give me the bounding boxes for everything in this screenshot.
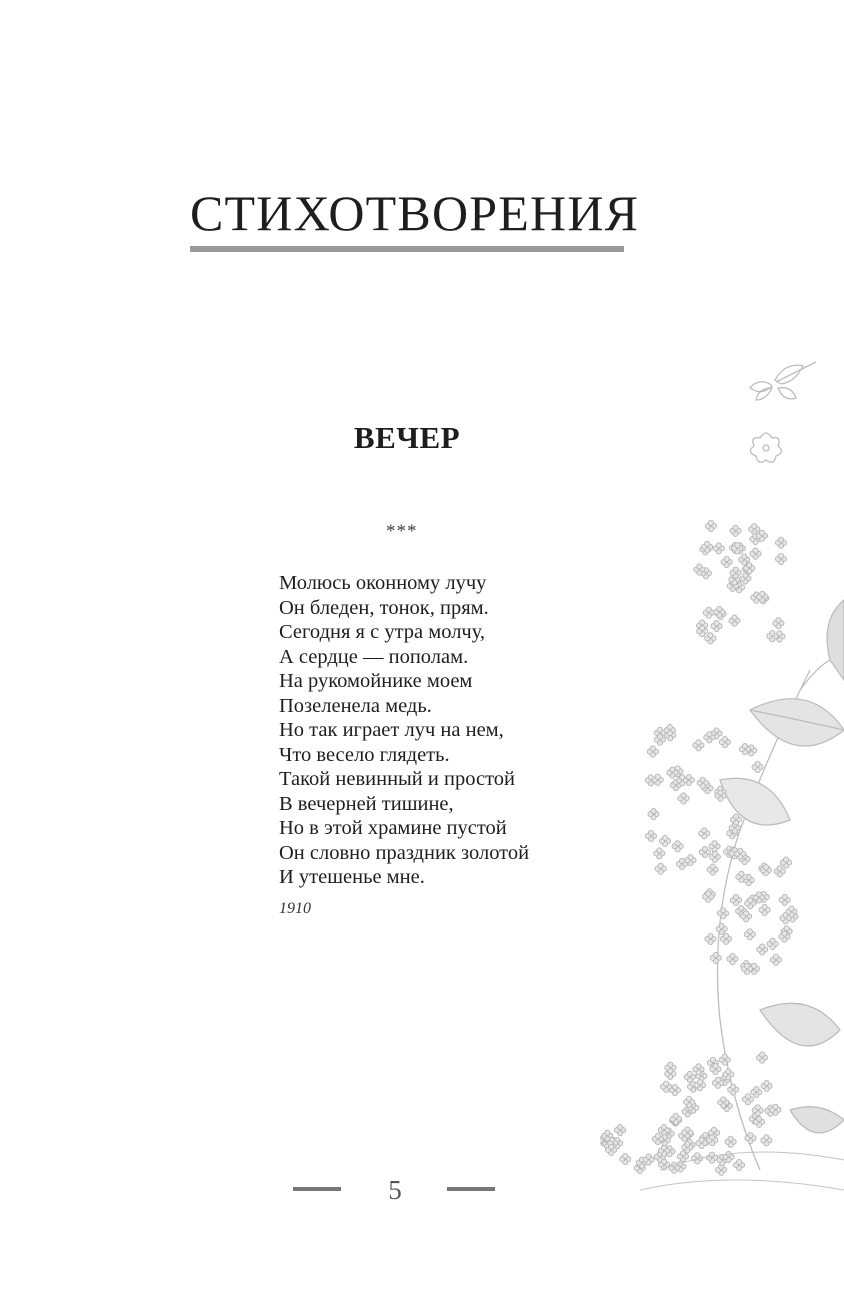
poem-line: Что весело глядеть. — [279, 743, 450, 766]
lilac-floret-icon — [729, 615, 740, 626]
lilac-floret-icon — [705, 933, 716, 944]
lilac-floret-icon — [750, 548, 761, 559]
lilac-floret-icon — [779, 894, 790, 905]
lilac-floret-icon — [648, 809, 659, 820]
lilac-floret-icon — [655, 863, 666, 874]
lilac-floret-icon — [654, 848, 665, 859]
lilac-floret-icon — [728, 1084, 739, 1095]
poem-line: Позеленела медь. — [279, 694, 432, 717]
poem-line: Он словно праздник золотой — [279, 841, 530, 864]
lilac-floret-icon — [767, 938, 778, 949]
lilac-floret-icon — [647, 746, 658, 757]
lilac-floret-icon — [727, 953, 738, 964]
lilac-floret-icon — [711, 621, 722, 632]
lilac-floret-icon — [713, 543, 724, 554]
lilac-floret-icon — [703, 607, 714, 618]
lilac-floret-icon — [775, 537, 786, 548]
lilac-floret-icon — [709, 851, 720, 862]
lilac-floret-icon — [620, 1154, 631, 1165]
lilac-floret-icon — [707, 864, 718, 875]
lilac-floret-icon — [770, 954, 781, 965]
page-number-rule-left — [293, 1187, 341, 1191]
lilac-floret-icon — [775, 553, 786, 564]
poem-line: Такой невинный и простой — [279, 768, 515, 790]
lilac-floret-icon — [744, 929, 755, 940]
lilac-floret-icon — [742, 1094, 753, 1105]
poem-text — [279, 571, 529, 890]
lilac-floret-icon — [752, 761, 763, 772]
lilac-floret-icon — [706, 1152, 717, 1163]
lilac-floret-icon — [734, 1159, 745, 1170]
lilac-floret-icon — [757, 1052, 768, 1063]
poem-year: 1910 — [279, 900, 311, 917]
lilac-floret-icon — [699, 847, 710, 858]
poem-line: Но в этой храмине пустой — [279, 817, 507, 839]
lilac-floret-icon — [761, 1080, 772, 1091]
lilac-floret-icon — [645, 830, 656, 841]
lilac-floret-icon — [693, 740, 704, 751]
lilac-floret-icon — [757, 944, 768, 955]
lilac-floret-icon — [761, 1135, 772, 1146]
lilac-floret-icon — [709, 841, 720, 852]
lilac-floret-icon — [773, 618, 784, 629]
lilac-floret-icon — [721, 556, 732, 567]
poem-line: На рукомойнике моем — [279, 670, 473, 692]
lilac-floret-icon — [717, 908, 728, 919]
section-title-underline — [190, 246, 624, 252]
section-title: СТИХОТВОРЕНИЯ — [190, 185, 640, 241]
lilac-floret-icon — [767, 631, 778, 642]
lilac-floret-icon — [678, 793, 689, 804]
lilac-floret-icon — [730, 895, 741, 906]
poem-line: Молюсь оконному лучу — [279, 572, 487, 594]
lilac-floret-icon — [751, 1087, 762, 1098]
lilac-floret-icon — [705, 520, 716, 531]
lilac-branch-illustration-icon — [600, 350, 844, 1250]
poem-line: Сегодня я с утра молчу, — [279, 621, 486, 643]
lilac-floret-icon — [659, 835, 670, 846]
lilac-floret-icon — [672, 841, 683, 852]
poem-line: Он бледен, тонок, прям. — [279, 596, 489, 619]
lilac-floret-icon — [710, 952, 721, 963]
lilac-floret-icon — [719, 1054, 730, 1065]
lilac-floret-icon — [615, 1125, 626, 1136]
poem-line: А сердце — пополам. — [279, 645, 469, 668]
page-number: 5 — [388, 1175, 402, 1205]
lilac-floret-icon — [730, 525, 741, 536]
lilac-floret-icon — [725, 1136, 736, 1147]
lilac-floret-icon — [719, 737, 730, 748]
lilac-floret-icon — [759, 904, 770, 915]
lilac-floret-icon — [716, 1164, 727, 1175]
poem-separator: *** — [386, 521, 418, 542]
page-number-rule-right — [447, 1187, 495, 1191]
lilac-floret-icon — [699, 828, 710, 839]
lilac-floret-icon — [705, 633, 716, 644]
poem-line: И утешенье мне. — [279, 866, 425, 888]
poem-line: В вечерней тишине, — [279, 792, 454, 815]
poem-title: ВЕЧЕР — [353, 420, 461, 455]
poem-line: Но так играет луч на нем, — [279, 719, 504, 741]
